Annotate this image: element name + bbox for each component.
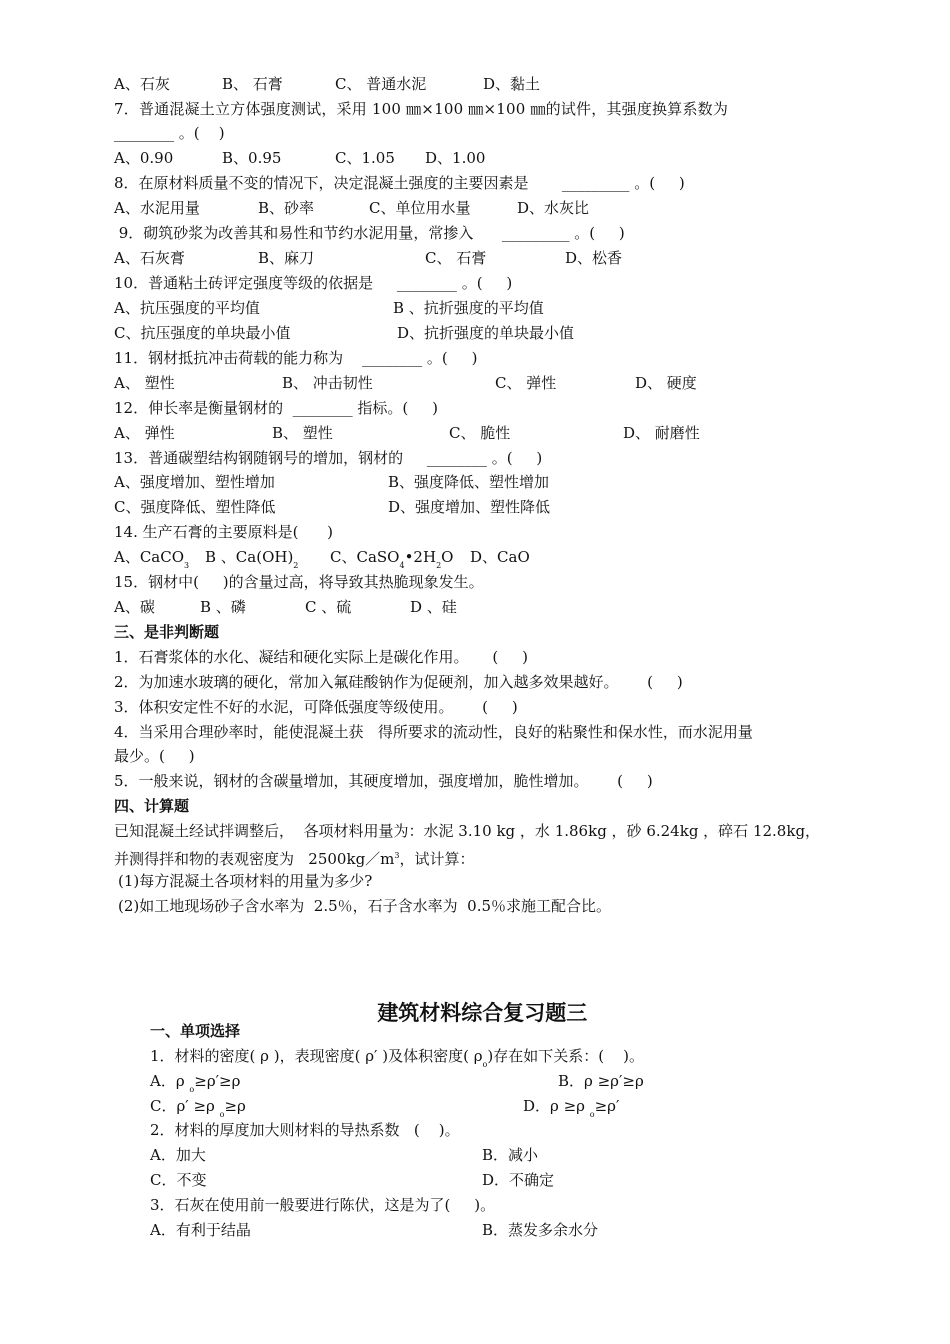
option-c: C、 普通水泥 <box>335 75 427 93</box>
option-d: D、 耐磨性 <box>623 424 700 442</box>
tf-item-text: 最少。( ) <box>114 747 195 765</box>
option-b: B、 冲击韧性 <box>282 374 373 392</box>
option-d: D、松香 <box>565 249 623 267</box>
option-b: B、0.95 <box>222 149 282 167</box>
section-heading-text: 四、计算题 <box>114 797 190 815</box>
option-b: B、麻刀 <box>258 249 315 267</box>
p3-q3-options-row1 <box>0 1220 950 1280</box>
option-d: D 、硅 <box>410 598 457 616</box>
option-a: A、水泥用量 <box>114 199 200 217</box>
option-c: C、$CaSO_4•2H_2O$ <box>330 548 454 570</box>
tf-item-text: 1．石膏浆体的水化、凝结和硬化实际上是碳化作用。 ( ) <box>114 648 528 666</box>
option-c: C、抗压强度的单块最小值 <box>114 324 291 342</box>
option-b: B、 塑性 <box>272 424 333 442</box>
option-c: C、 石膏 <box>425 249 487 267</box>
option-a: A、 弹性 <box>114 424 175 442</box>
page-title-text: 建筑材料综合复习题三 <box>377 1001 588 1025</box>
option-b: B．ρ ≥ρ′≥ρ <box>558 1072 644 1090</box>
tf-item-text: 3．体积安定性不好的水泥，可降低强度等级使用。 ( ) <box>114 698 518 716</box>
option-a: A、强度增加、塑性增加 <box>114 473 275 491</box>
calc-text: 并测得拌和物的表观密度为 $2500kg/m^3$，试计算： <box>114 850 475 868</box>
page-title <box>0 974 950 1026</box>
question-11-text: 11．钢材抵抗冲击荷载的能力称为 ________ 。( ) <box>114 349 478 367</box>
option-d: D、水灰比 <box>517 199 590 217</box>
question-12-text: 12．伸长率是衡量钢材的 ________ 指标。( ) <box>114 399 438 417</box>
option-b: B．蒸发多余水分 <box>482 1221 599 1239</box>
option-d: D、强度增加、塑性降低 <box>388 498 551 516</box>
option-d: D、抗折强度的单块最小值 <box>397 324 575 342</box>
calc-text: (1)每方混凝土各项材料的用量为多少? <box>118 872 373 890</box>
option-a: A、碳 <box>114 598 155 616</box>
option-c: C、 弹性 <box>495 374 557 392</box>
question-2-text: 2．材料的厚度加大则材料的导热系数 ( )。 <box>150 1121 460 1139</box>
option-a: A、 塑性 <box>114 374 175 392</box>
question-3-text: 3．石灰在使用前一般要进行陈伏，这是为了( )。 <box>150 1196 496 1214</box>
option-a: A．加大 <box>150 1146 206 1164</box>
option-a: A、0.90 <box>114 149 174 167</box>
option-b: B 、$Ca(OH)_2$ <box>205 548 299 570</box>
option-b: B 、磷 <box>200 598 246 616</box>
question-10-text: 10．普通粘土砖评定强度等级的依据是 ________ 。( ) <box>114 274 513 292</box>
tf-item-text: 5．一般来说，钢材的含碳量增加，其硬度增加，强度增加，脆性增加。 ( ) <box>114 772 653 790</box>
option-b: B 、抗折强度的平均值 <box>393 299 544 317</box>
section-heading-text: 三、是非判断题 <box>114 623 220 641</box>
calc-text: (2)如工地现场砂子含水率为 2.5％，石子含水率为 0.5％求施工配合比。 <box>118 897 612 915</box>
option-a: A、石灰膏 <box>114 249 185 267</box>
option-c: C、 脆性 <box>449 424 511 442</box>
option-a: A、CaCO$_3$ <box>114 548 190 570</box>
option-c: C 、硫 <box>305 598 352 616</box>
question-13-text: 13．普通碳塑结构钢随钢号的增加，钢材的 ________ 。( ) <box>114 449 543 467</box>
option-a: A．有利于结晶 <box>150 1221 251 1239</box>
question-8-text: 8．在原材料质量不变的情况下，决定混凝土强度的主要因素是 _________ 。( ) <box>114 174 685 192</box>
option-b: B．减小 <box>482 1146 539 1164</box>
option-d: D．ρ ≥ρ $_o$≥ρ′ <box>523 1097 620 1119</box>
option-b: B、砂率 <box>258 199 315 217</box>
option-c: C．不变 <box>150 1171 207 1189</box>
section-heading-text: 一、单项选择 <box>150 1022 241 1040</box>
question-1-text: 1．材料的密度( ρ )，表现密度( ρ′ )及体积密度( $\rho_o$)存在如下关系：( )。 <box>150 1047 644 1069</box>
question-7-blank-text: ________ 。( ) <box>114 124 225 142</box>
calc-question-2 <box>0 896 950 936</box>
question-14-text: 14. 生产石膏的主要原料是( ) <box>114 523 333 541</box>
question-15-text: 15．钢材中( )的含量过高，将导致其热脆现象发生。 <box>114 573 484 591</box>
option-c: C、单位用水量 <box>369 199 471 217</box>
calc-text: 已知混凝土经试拌调整后， 各项材料用量为：水泥 3.10 kg ，水 1.86kg ，砂 6.24kg ，碎石 12.8kg， <box>114 822 821 840</box>
option-c: C、强度降低、塑性降低 <box>114 498 276 516</box>
question-7-text: 7．普通混凝土立方体强度测试，采用 100 ㎜×100 ㎜×100 ㎜的试件，其强度换算系数为 <box>114 100 729 118</box>
option-c: C．ρ′ ≥ρ $_o$≥ρ <box>150 1097 246 1119</box>
option-d: D．不确定 <box>482 1171 555 1189</box>
option-a: A．ρ $_o$≥ρ′≥ρ <box>150 1072 241 1094</box>
option-d: D、1.00 <box>425 149 486 167</box>
option-b: B、 石膏 <box>222 75 283 93</box>
option-d: D、CaO <box>470 548 530 566</box>
option-d: D、黏土 <box>483 75 541 93</box>
option-d: D、 硬度 <box>635 374 697 392</box>
option-a: A、抗压强度的平均值 <box>114 299 260 317</box>
option-c: C、1.05 <box>335 149 395 167</box>
tf-item-text: 4．当采用合理砂率时，能使混凝土获 得所要求的流动性，良好的粘聚性和保水性，而水泥用量 <box>114 723 753 741</box>
tf-item-text: 2．为加速水玻璃的硬化，常加入氟硅酸钠作为促硬剂，加入越多效果越好。 ( ) <box>114 673 683 691</box>
option-b: B、强度降低、塑性增加 <box>388 473 550 491</box>
question-9-text: 9．砌筑砂浆为改善其和易性和节约水泥用量，常掺入 _________ 。( ) <box>114 224 625 242</box>
option-a: A、石灰 <box>114 75 170 93</box>
